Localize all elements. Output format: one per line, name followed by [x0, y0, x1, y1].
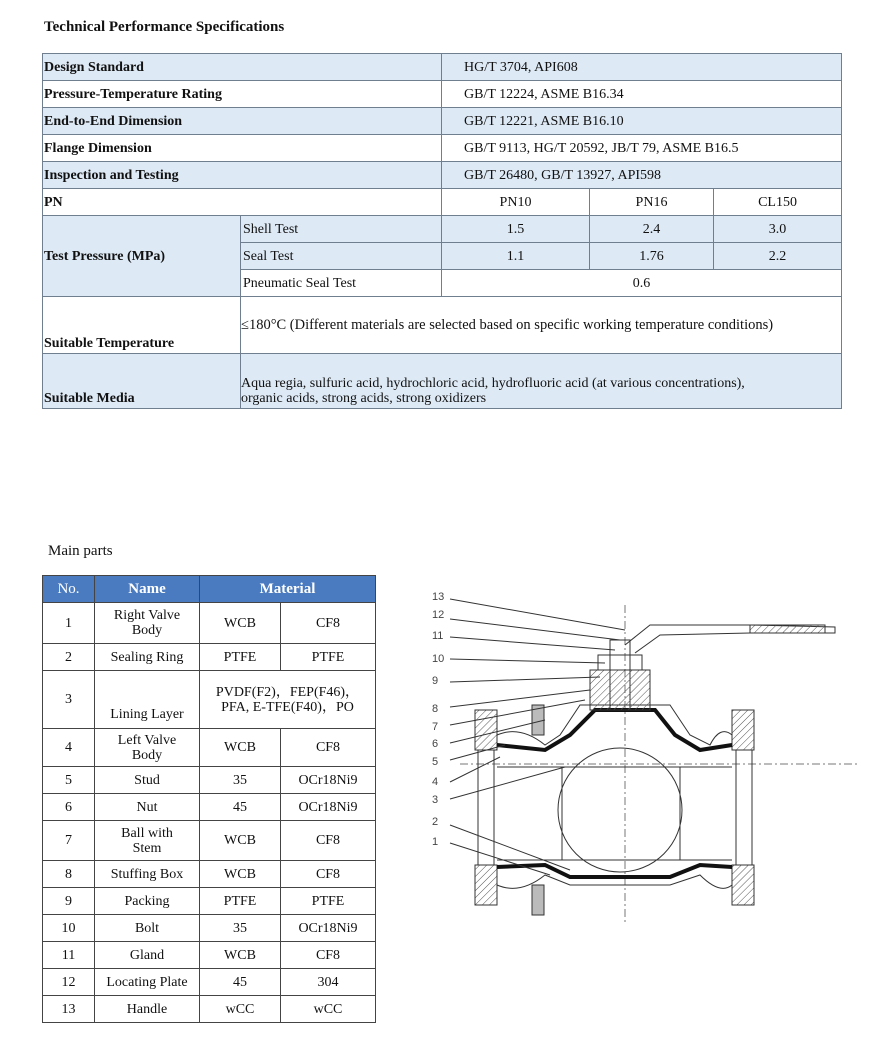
part-no: 7 — [43, 821, 95, 861]
spec-row-flange — [43, 135, 842, 162]
part-material-1: WCB — [200, 861, 281, 888]
part-no: 1 — [43, 603, 95, 644]
table-row — [43, 603, 376, 644]
part-name: Stuffing Box — [95, 861, 200, 888]
part-material-2: wCC — [281, 996, 376, 1023]
callout-label: 10 — [432, 653, 445, 665]
part-material-2: OCr18Ni9 — [281, 915, 376, 942]
spec-value: ≤180°C (Different materials are selected based on specific working temperature conditions) — [241, 297, 842, 354]
callout-label: 6 — [432, 738, 439, 750]
spec-row-design-standard — [43, 54, 842, 81]
part-no: 4 — [43, 729, 95, 767]
table-row — [43, 794, 376, 821]
material-line: PVDF(F2)，FEP(F46)， — [215, 684, 360, 700]
table-row — [43, 888, 376, 915]
part-material-2: CF8 — [281, 861, 376, 888]
callout-label: 7 — [432, 721, 439, 733]
table-row — [43, 671, 376, 729]
callout-label: 4 — [432, 776, 439, 788]
part-no: 13 — [43, 996, 95, 1023]
test-value: 0.6 — [442, 270, 842, 297]
spec-label: Design Standard — [43, 54, 442, 81]
spec-label: End-to-End Dimension — [43, 108, 442, 135]
part-name: Sealing Ring — [95, 644, 200, 671]
part-material-2: OCr18Ni9 — [281, 794, 376, 821]
callout-label: 13 — [432, 591, 445, 603]
part-name-line: Body — [131, 623, 163, 638]
part-material-1: WCB — [200, 821, 281, 861]
part-name — [95, 729, 200, 767]
part-name-line: Body — [131, 747, 163, 763]
callout-label: 1 — [432, 836, 439, 848]
part-name-line: Ball with — [121, 825, 173, 841]
part-material-2: CF8 — [281, 821, 376, 861]
test-label: Seal Test — [241, 243, 442, 270]
valve-cross-section-diagram — [420, 585, 860, 930]
part-name-line: Right Valve — [113, 608, 181, 623]
material-line: PFA, E-TFE(F40)，PO — [221, 699, 354, 715]
part-material-2: CF8 — [281, 729, 376, 767]
spec-label: PN — [43, 189, 442, 216]
part-name — [95, 603, 200, 644]
part-no: 5 — [43, 767, 95, 794]
parts-table — [42, 575, 376, 1023]
part-no: 9 — [43, 888, 95, 915]
part-material-1: WCB — [200, 729, 281, 767]
spec-label: Suitable Temperature — [43, 297, 241, 354]
part-name: Stud — [95, 767, 200, 794]
part-name: Nut — [95, 794, 200, 821]
spec-value: GB/T 26480, GB/T 13927, API598 — [442, 162, 842, 189]
pn-col: PN10 — [442, 189, 590, 216]
spec-value: GB/T 9113, HG/T 20592, JB/T 79, ASME B16.5 — [442, 135, 842, 162]
part-material-2: PTFE — [281, 644, 376, 671]
test-value: 1.1 — [442, 243, 590, 270]
spec-value — [241, 354, 842, 409]
callout-label: 12 — [432, 609, 445, 621]
spec-label: Suitable Media — [43, 354, 241, 409]
spec-row-pn — [43, 189, 842, 216]
part-material-2: OCr18Ni9 — [281, 767, 376, 794]
part-material-1: WCB — [200, 603, 281, 644]
part-no: 11 — [43, 942, 95, 969]
callout-label: 9 — [432, 675, 439, 687]
part-material-1: 45 — [200, 794, 281, 821]
table-row — [43, 644, 376, 671]
part-material-1: PTFE — [200, 888, 281, 915]
test-value: 3.0 — [714, 216, 842, 243]
test-value: 2.4 — [590, 216, 714, 243]
part-name: Bolt — [95, 915, 200, 942]
part-name: Handle — [95, 996, 200, 1023]
callout-label: 11 — [432, 630, 444, 642]
table-row — [43, 767, 376, 794]
part-name: Gland — [95, 942, 200, 969]
spec-row-media — [43, 354, 842, 409]
header-name: Name — [95, 576, 200, 603]
spec-value: HG/T 3704, API608 — [442, 54, 842, 81]
callout-label: 2 — [432, 816, 439, 828]
part-no: 6 — [43, 794, 95, 821]
table-row — [43, 861, 376, 888]
spec-row-shell-test — [43, 216, 842, 243]
spec-label: Flange Dimension — [43, 135, 442, 162]
part-material-1: WCB — [200, 942, 281, 969]
table-row — [43, 821, 376, 861]
spec-row-inspection — [43, 162, 842, 189]
test-value: 1.5 — [442, 216, 590, 243]
header-no: No. — [43, 576, 95, 603]
part-name-line: Left Valve — [117, 732, 177, 748]
part-name-line: Stem — [132, 840, 162, 856]
part-no: 2 — [43, 644, 95, 671]
spec-value: GB/T 12224, ASME B16.34 — [442, 81, 842, 108]
part-name: Locating Plate — [95, 969, 200, 996]
part-no: 12 — [43, 969, 95, 996]
spec-value: GB/T 12221, ASME B16.10 — [442, 108, 842, 135]
parts-title: Main parts — [48, 543, 113, 559]
part-no: 10 — [43, 915, 95, 942]
media-line: Aqua regia, sulfuric acid, hydrochloric acid, hydrofluoric acid (at various concentrations), — [241, 376, 745, 391]
test-label: Pneumatic Seal Test — [241, 270, 442, 297]
pn-col: CL150 — [714, 189, 842, 216]
callout-label: 8 — [432, 703, 439, 715]
part-material-2: CF8 — [281, 942, 376, 969]
table-row — [43, 729, 376, 767]
part-material-1: 35 — [200, 767, 281, 794]
callout-label: 3 — [432, 794, 439, 806]
part-no: 8 — [43, 861, 95, 888]
test-value: 2.2 — [714, 243, 842, 270]
part-material-1: 45 — [200, 969, 281, 996]
spec-title: Technical Performance Specifications — [44, 19, 285, 35]
table-row — [43, 915, 376, 942]
callout-label: 5 — [432, 756, 439, 768]
spec-row-temperature — [43, 297, 842, 354]
part-material-2: 304 — [281, 969, 376, 996]
spec-table — [42, 53, 842, 409]
part-no: 3 — [43, 671, 95, 729]
spec-label: Pressure-Temperature Rating — [43, 81, 442, 108]
part-material-1: PTFE — [200, 644, 281, 671]
part-material — [200, 671, 376, 729]
part-name — [95, 821, 200, 861]
table-row — [43, 942, 376, 969]
part-name: Packing — [95, 888, 200, 915]
spec-row-pt-rating — [43, 81, 842, 108]
part-material-2: CF8 — [281, 603, 376, 644]
spec-label: Inspection and Testing — [43, 162, 442, 189]
part-name: Lining Layer — [95, 671, 200, 729]
part-material-1: wCC — [200, 996, 281, 1023]
part-material-1: 35 — [200, 915, 281, 942]
parts-header — [43, 576, 376, 603]
media-line: organic acids, strong acids, strong oxidizers — [241, 391, 487, 406]
table-row — [43, 969, 376, 996]
spec-label: Test Pressure (MPa) — [43, 216, 241, 297]
pn-col: PN16 — [590, 189, 714, 216]
spec-row-end-to-end — [43, 108, 842, 135]
header-material: Material — [200, 576, 376, 603]
table-row — [43, 996, 376, 1023]
part-material-2: PTFE — [281, 888, 376, 915]
test-value: 1.76 — [590, 243, 714, 270]
test-label: Shell Test — [241, 216, 442, 243]
